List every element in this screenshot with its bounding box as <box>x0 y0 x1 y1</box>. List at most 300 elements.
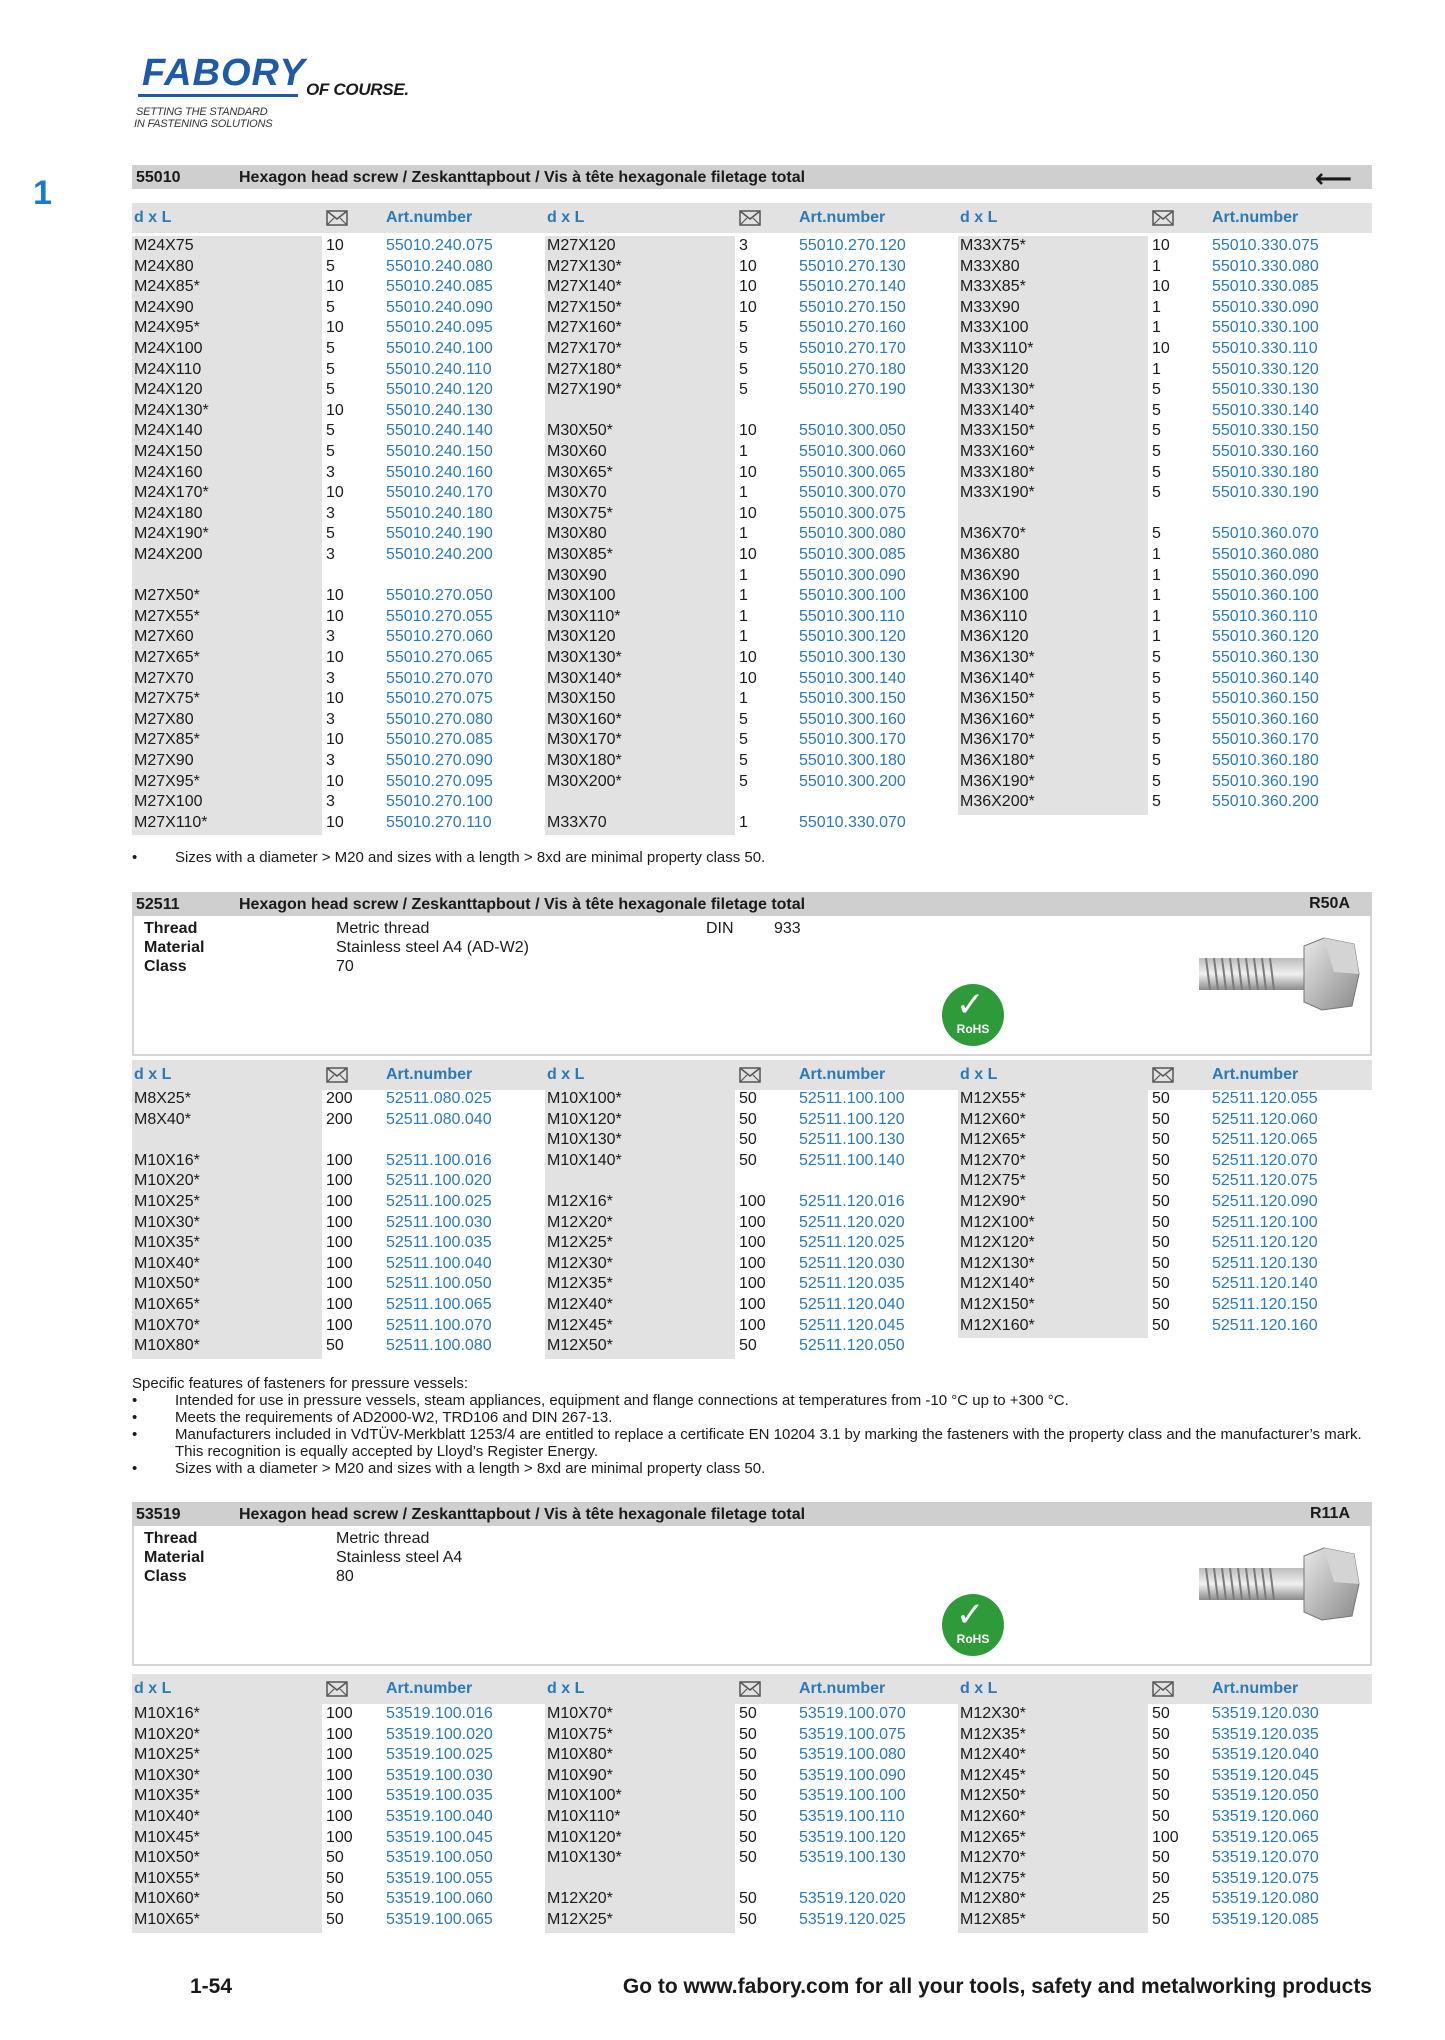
size-cell: M27X120 <box>547 237 616 254</box>
quantity-cell: 1 <box>1152 360 1161 378</box>
quantity-cell: 10 <box>326 484 344 502</box>
table-row <box>132 277 522 298</box>
art-number-link[interactable]: 55010.270.075 <box>386 690 493 708</box>
art-number-link[interactable]: 55010.330.120 <box>1212 360 1319 378</box>
note-4: Sizes with a diameter > M20 and sizes with a length > 8xd are minimal property class 50. <box>175 1460 766 1477</box>
art-number-link[interactable]: 55010.300.130 <box>799 649 906 666</box>
table-row <box>545 689 935 710</box>
art-number-link[interactable]: 53519.100.120 <box>799 1828 906 1846</box>
art-number-link[interactable]: 55010.270.140 <box>799 278 906 296</box>
art-number-link[interactable]: 55010.360.190 <box>1212 772 1319 790</box>
art-number-link[interactable]: 55010.270.120 <box>799 237 906 254</box>
art-number-link[interactable]: 53519.100.040 <box>386 1808 493 1825</box>
size-cell: M10X20* <box>134 1172 200 1190</box>
size-cell: M12X65* <box>960 1131 1026 1149</box>
art-number-link[interactable]: 55010.300.110 <box>799 607 905 625</box>
table-row <box>545 1807 935 1828</box>
size-cell: M36X110 <box>960 607 1028 625</box>
art-number-link[interactable]: 55010.330.080 <box>1212 257 1319 275</box>
package-quantity-icon <box>326 210 348 226</box>
art-number-link[interactable]: 53519.120.020 <box>799 1890 906 1908</box>
quantity-cell: 50 <box>739 1090 757 1107</box>
art-number-link[interactable]: 52511.120.025 <box>799 1234 905 1252</box>
size-cell: M24X140 <box>134 422 203 440</box>
size-cell: M10X16* <box>134 1705 200 1722</box>
art-number-link[interactable]: 52511.100.035 <box>386 1234 492 1252</box>
art-number-link[interactable]: 55010.270.070 <box>386 669 493 687</box>
footer-link-text[interactable]: Go to www.fabory.com for all your tools, safety and metalworking products <box>622 1975 1372 1998</box>
art-number-link[interactable]: 55010.270.080 <box>386 710 493 728</box>
size-cell: M24X85* <box>134 278 200 296</box>
art-number-link[interactable]: 52511.120.065 <box>1212 1131 1318 1149</box>
size-cell: M12X50* <box>547 1337 613 1355</box>
art-number-link[interactable]: 55010.270.050 <box>386 587 493 605</box>
size-cell: M33X75* <box>960 237 1026 254</box>
art-number-link[interactable]: 53519.100.110 <box>799 1808 905 1825</box>
size-cell: M12X30* <box>960 1705 1026 1722</box>
size-cell: M10X65* <box>134 1296 200 1313</box>
art-number-link[interactable]: 55010.330.085 <box>1212 278 1319 296</box>
art-number-link[interactable]: 53519.100.025 <box>386 1746 493 1764</box>
spec-box-52511 <box>132 916 1372 1056</box>
table-row <box>958 1745 1348 1766</box>
dxl-header: d x L <box>134 209 172 226</box>
art-number-link[interactable]: 52511.120.040 <box>799 1296 905 1313</box>
table-row <box>958 710 1348 731</box>
quantity-cell: 50 <box>1152 1316 1170 1334</box>
art-number-link[interactable]: 55010.240.190 <box>386 525 493 543</box>
art-number-link[interactable]: 55010.270.170 <box>799 340 906 357</box>
art-number-link[interactable]: 52511.100.065 <box>386 1296 492 1313</box>
table-row <box>132 1151 522 1172</box>
quantity-cell: 1 <box>1152 607 1161 625</box>
art-number-link[interactable]: 55010.270.095 <box>386 772 493 790</box>
quantity-cell: 5 <box>1152 752 1161 769</box>
table-row <box>545 1192 935 1213</box>
art-number-link[interactable]: 53519.100.060 <box>386 1890 493 1908</box>
size-cell: M36X200* <box>960 793 1035 811</box>
class-label: Class <box>144 958 187 975</box>
quantity-cell: 10 <box>739 649 757 666</box>
quantity-cell: 10 <box>326 731 344 749</box>
art-number-link[interactable]: 53519.100.020 <box>386 1725 493 1743</box>
quantity-cell: 1 <box>1152 319 1161 337</box>
size-cell: M27X110* <box>134 813 208 831</box>
material-value: Stainless steel A4 <box>336 1549 463 1566</box>
sec2-column-header <box>545 1060 958 1090</box>
table-row <box>545 772 935 793</box>
size-cell: M12X150* <box>960 1296 1035 1313</box>
size-cell: M33X70 <box>547 813 607 831</box>
art-number-link[interactable]: 55010.360.090 <box>1212 566 1319 584</box>
quantity-cell: 100 <box>739 1275 766 1293</box>
art-number-link[interactable]: 53519.100.065 <box>386 1911 493 1928</box>
art-number-link[interactable]: 55010.360.170 <box>1212 731 1319 749</box>
quantity-cell: 100 <box>326 1275 353 1293</box>
art-number-link[interactable]: 52511.120.120 <box>1212 1234 1318 1252</box>
quantity-cell: 50 <box>1152 1110 1170 1128</box>
art-number-link[interactable]: 55010.240.200 <box>386 546 493 563</box>
table-row <box>132 483 522 504</box>
art-number-link[interactable]: 55010.330.150 <box>1212 422 1319 440</box>
art-number-link[interactable]: 55010.360.080 <box>1212 546 1319 563</box>
art-number-link[interactable]: 55010.240.160 <box>386 463 493 481</box>
size-cell: M27X180* <box>547 360 622 378</box>
art-number-link[interactable]: 55010.300.200 <box>799 772 906 790</box>
package-quantity-icon <box>1152 1681 1174 1697</box>
art-number-link[interactable]: 52511.120.045 <box>799 1316 905 1334</box>
size-cell: M12X16* <box>547 1193 613 1210</box>
size-cell: M33X160* <box>960 443 1035 460</box>
quantity-cell: 100 <box>326 1808 353 1825</box>
size-cell: M12X90* <box>960 1193 1026 1210</box>
size-cell: M24X75 <box>134 237 194 254</box>
quantity-cell: 100 <box>326 1234 353 1252</box>
table-row <box>132 545 522 566</box>
art-number-link[interactable]: 53519.100.055 <box>386 1869 493 1887</box>
art-number-link[interactable]: 55010.270.085 <box>386 731 493 749</box>
size-cell: M27X85* <box>134 731 200 749</box>
table-row <box>545 380 935 401</box>
art-number-link[interactable]: 53519.100.030 <box>386 1766 493 1784</box>
art-number-link[interactable]: 55010.300.050 <box>799 422 906 440</box>
art-number-link[interactable]: 52511.120.050 <box>799 1337 905 1355</box>
quantity-cell: 5 <box>739 731 748 749</box>
art-number-link[interactable]: 52511.120.055 <box>1212 1090 1318 1107</box>
art-number-link[interactable]: 52511.120.140 <box>1212 1275 1318 1293</box>
quantity-cell: 1 <box>739 690 748 708</box>
quantity-cell: 5 <box>326 443 335 460</box>
art-number-link[interactable]: 55010.240.090 <box>386 298 493 316</box>
table-row <box>958 463 1348 484</box>
art-number-link[interactable]: 52511.120.150 <box>1212 1296 1318 1313</box>
art-number-link[interactable]: 55010.240.095 <box>386 319 493 337</box>
art-number-link[interactable]: 55010.300.070 <box>799 484 906 502</box>
art-number-header: Art.number <box>799 1066 886 1083</box>
size-cell: M10X45* <box>134 1828 200 1846</box>
art-number-link[interactable]: 55010.270.130 <box>799 257 906 275</box>
quantity-cell: 50 <box>739 1337 757 1355</box>
size-cell: M30X200* <box>547 772 622 790</box>
quantity-cell: 5 <box>1152 710 1161 728</box>
size-cell: M30X130* <box>547 649 622 666</box>
table-row <box>132 1336 522 1357</box>
back-arrow-icon[interactable]: ⟵ <box>1314 163 1352 193</box>
art-number-link[interactable]: 53519.120.070 <box>1212 1849 1319 1867</box>
quantity-cell: 50 <box>326 1911 344 1928</box>
art-number-link[interactable]: 55010.240.075 <box>386 237 493 254</box>
art-number-link[interactable]: 53519.120.060 <box>1212 1808 1319 1825</box>
art-number-link[interactable]: 53519.120.040 <box>1212 1746 1319 1764</box>
art-number-link[interactable]: 52511.120.016 <box>799 1193 905 1210</box>
table-row <box>958 504 1348 525</box>
art-number-link[interactable]: 52511.100.130 <box>799 1131 905 1149</box>
art-number-link[interactable]: 55010.300.060 <box>799 443 906 460</box>
quantity-cell: 3 <box>326 669 335 687</box>
size-cell: M27X150* <box>547 298 622 316</box>
art-number-link[interactable]: 55010.240.140 <box>386 422 493 440</box>
quantity-cell: 200 <box>326 1090 353 1107</box>
table-row <box>132 1274 522 1295</box>
art-number-link[interactable]: 52511.120.090 <box>1212 1193 1318 1210</box>
art-number-link[interactable]: 55010.360.110 <box>1212 607 1318 625</box>
table-row <box>132 566 522 587</box>
sec1-column-header <box>545 203 958 233</box>
quantity-cell: 5 <box>1152 649 1161 666</box>
quantity-cell: 50 <box>1152 1725 1170 1743</box>
art-number-link[interactable]: 55010.300.160 <box>799 710 906 728</box>
art-number-link[interactable]: 55010.240.170 <box>386 484 493 502</box>
art-number-link[interactable]: 52511.100.140 <box>799 1151 905 1169</box>
art-number-link[interactable]: 55010.330.075 <box>1212 237 1319 254</box>
art-number-link[interactable]: 53519.100.130 <box>799 1849 906 1867</box>
size-cell: M30X140* <box>547 669 622 687</box>
art-number-link[interactable]: 55010.300.180 <box>799 752 906 769</box>
package-quantity-icon <box>739 1681 761 1697</box>
art-number-link[interactable]: 55010.300.140 <box>799 669 906 687</box>
art-number-link[interactable]: 52511.120.030 <box>799 1254 905 1272</box>
art-number-link[interactable]: 55010.360.200 <box>1212 793 1319 811</box>
art-number-link[interactable]: 55010.360.160 <box>1212 710 1319 728</box>
art-number-link[interactable]: 53519.100.080 <box>799 1746 906 1764</box>
size-cell: M27X140* <box>547 278 622 296</box>
size-cell: M27X190* <box>547 381 622 399</box>
art-number-link[interactable]: 53519.120.080 <box>1212 1890 1319 1908</box>
sec3-column-header <box>958 1674 1372 1704</box>
art-number-link[interactable]: 55010.270.055 <box>386 607 493 625</box>
quantity-cell: 100 <box>326 1787 353 1805</box>
art-number-link[interactable]: 55010.240.150 <box>386 443 493 460</box>
art-number-link[interactable]: 52511.100.030 <box>386 1213 492 1231</box>
table-row <box>132 1254 522 1275</box>
fabory-logo <box>132 52 432 132</box>
table-row <box>545 792 935 813</box>
size-cell: M10X16* <box>134 1151 200 1169</box>
art-number-link[interactable]: 52511.100.080 <box>386 1337 492 1355</box>
size-cell: M27X55* <box>134 607 200 625</box>
art-number-link[interactable]: 55010.330.070 <box>799 813 906 831</box>
art-number-link[interactable]: 55010.270.065 <box>386 649 493 666</box>
art-number-link[interactable]: 55010.300.150 <box>799 690 906 708</box>
package-quantity-icon <box>739 210 761 226</box>
art-number-link[interactable]: 53519.100.050 <box>386 1849 493 1867</box>
art-number-link[interactable]: 55010.360.150 <box>1212 690 1319 708</box>
table-row <box>958 1254 1348 1275</box>
art-number-link[interactable]: 53519.120.030 <box>1212 1705 1319 1722</box>
art-number-link[interactable]: 53519.100.070 <box>799 1705 906 1722</box>
art-number-link[interactable]: 55010.300.100 <box>799 587 906 605</box>
art-number-link[interactable]: 53519.120.035 <box>1212 1725 1319 1743</box>
art-number-link[interactable]: 55010.360.180 <box>1212 752 1319 769</box>
size-cell: M24X90 <box>134 298 194 316</box>
art-number-link[interactable]: 52511.080.025 <box>386 1090 492 1107</box>
quantity-cell: 5 <box>326 525 335 543</box>
art-number-link[interactable]: 53519.100.045 <box>386 1828 493 1846</box>
art-number-link[interactable]: 55010.270.160 <box>799 319 906 337</box>
size-cell: M30X110* <box>547 607 621 625</box>
art-number-link[interactable]: 55010.330.160 <box>1212 443 1319 460</box>
table-row <box>545 298 935 319</box>
art-number-link[interactable]: 52511.100.070 <box>386 1316 492 1334</box>
logo-slogan: OF COURSE. <box>306 80 409 99</box>
table-row <box>132 1766 522 1787</box>
art-number-link[interactable]: 55010.300.075 <box>799 504 906 522</box>
art-number-link[interactable]: 55010.330.130 <box>1212 381 1319 399</box>
art-number-link[interactable]: 55010.270.060 <box>386 628 493 646</box>
table-row <box>132 401 522 422</box>
art-number-link[interactable]: 55010.360.070 <box>1212 525 1319 543</box>
art-number-link[interactable]: 55010.330.180 <box>1212 463 1319 481</box>
din-label: DIN <box>706 920 734 937</box>
size-cell: M10X30* <box>134 1213 200 1231</box>
art-number-link[interactable]: 52511.120.100 <box>1212 1213 1318 1231</box>
art-number-link[interactable]: 55010.270.100 <box>386 793 493 811</box>
size-cell: M12X130* <box>960 1254 1035 1272</box>
size-cell: M10X50* <box>134 1849 200 1867</box>
size-cell: M12X120* <box>960 1234 1035 1252</box>
art-number-link[interactable]: 52511.100.025 <box>386 1193 492 1210</box>
size-cell: M27X90 <box>134 752 194 769</box>
size-cell: M12X65* <box>960 1828 1026 1846</box>
size-cell: M24X200 <box>134 546 203 563</box>
size-cell: M10X70* <box>547 1705 613 1722</box>
table-row <box>545 751 935 772</box>
table-row <box>132 1316 522 1337</box>
table-row <box>132 463 522 484</box>
table-row <box>132 607 522 628</box>
art-number-link[interactable]: 52511.100.100 <box>799 1090 905 1107</box>
table-row <box>545 1725 935 1746</box>
art-number-link[interactable]: 55010.270.150 <box>799 298 906 316</box>
quantity-cell: 1 <box>739 813 748 831</box>
table-row <box>545 1089 935 1110</box>
table-row <box>958 1130 1348 1151</box>
quantity-cell: 5 <box>1152 463 1161 481</box>
package-quantity-icon <box>1152 1067 1174 1083</box>
dxl-header: d x L <box>960 1066 998 1083</box>
size-cell: M12X80* <box>960 1890 1026 1908</box>
art-number-link[interactable]: 55010.300.065 <box>799 463 906 481</box>
art-number-link[interactable]: 55010.240.085 <box>386 278 493 296</box>
art-number-link[interactable]: 52511.120.160 <box>1212 1316 1318 1334</box>
table-row <box>958 751 1348 772</box>
art-number-link[interactable]: 55010.300.080 <box>799 525 906 543</box>
art-number-link[interactable]: 55010.240.080 <box>386 257 493 275</box>
size-cell: M30X100 <box>547 587 616 605</box>
art-number-link[interactable]: 52511.120.035 <box>799 1275 905 1293</box>
table-row <box>958 257 1348 278</box>
art-number-link[interactable]: 55010.240.180 <box>386 504 493 522</box>
art-number-link[interactable]: 52511.120.060 <box>1212 1110 1318 1128</box>
art-number-link[interactable]: 52511.100.040 <box>386 1254 492 1272</box>
art-number-link[interactable]: 53519.120.050 <box>1212 1787 1319 1805</box>
quantity-cell: 100 <box>326 1193 353 1210</box>
art-number-link[interactable]: 52511.100.016 <box>386 1151 492 1169</box>
quantity-cell: 5 <box>1152 484 1161 502</box>
art-number-link[interactable]: 53519.120.085 <box>1212 1911 1319 1928</box>
art-number-link[interactable]: 52511.080.040 <box>386 1110 492 1128</box>
table-row <box>132 1295 522 1316</box>
art-number-link[interactable]: 55010.360.130 <box>1212 649 1319 666</box>
quantity-cell: 25 <box>1152 1890 1170 1908</box>
art-number-link[interactable]: 53519.120.025 <box>799 1911 906 1928</box>
table-row <box>545 483 935 504</box>
art-number-link[interactable]: 53519.120.065 <box>1212 1828 1319 1846</box>
art-number-link[interactable]: 53519.100.075 <box>799 1725 906 1743</box>
art-number-link[interactable]: 53519.100.090 <box>799 1766 906 1784</box>
logo-underline <box>138 94 298 97</box>
size-cell: M27X50* <box>134 587 200 605</box>
art-number-link[interactable]: 55010.270.190 <box>799 381 906 399</box>
dxl-header: d x L <box>134 1680 172 1697</box>
art-number-link[interactable]: 53519.100.100 <box>799 1787 906 1805</box>
size-cell: M10X30* <box>134 1766 200 1784</box>
size-cell: M10X25* <box>134 1746 200 1764</box>
art-number-link[interactable]: 55010.240.110 <box>386 360 492 378</box>
table-row <box>545 339 935 360</box>
art-number-link[interactable]: 55010.240.100 <box>386 340 493 357</box>
art-number-link[interactable]: 55010.270.180 <box>799 360 906 378</box>
size-cell: M12X45* <box>960 1766 1026 1784</box>
material-label: Material <box>144 1549 205 1566</box>
art-number-link[interactable]: 55010.360.140 <box>1212 669 1319 687</box>
quantity-cell: 50 <box>739 1766 757 1784</box>
art-number-link[interactable]: 55010.270.110 <box>386 813 492 831</box>
table-row <box>958 1110 1348 1131</box>
art-number-link[interactable]: 55010.330.100 <box>1212 319 1319 337</box>
art-number-link[interactable]: 52511.120.020 <box>799 1213 905 1231</box>
art-number-link[interactable]: 52511.120.075 <box>1212 1172 1318 1190</box>
art-number-link[interactable]: 55010.300.090 <box>799 566 906 584</box>
dxl-header: d x L <box>547 209 585 226</box>
grade-code: R11A <box>1309 1505 1350 1522</box>
quantity-cell: 50 <box>326 1849 344 1867</box>
art-number-link[interactable]: 52511.100.120 <box>799 1110 905 1128</box>
quantity-cell: 5 <box>1152 690 1161 708</box>
art-number-link[interactable]: 53519.100.035 <box>386 1787 493 1805</box>
table-row <box>545 1704 935 1725</box>
quantity-cell: 50 <box>326 1337 344 1355</box>
art-number-link[interactable]: 55010.300.170 <box>799 731 906 749</box>
art-number-link[interactable]: 53519.120.075 <box>1212 1869 1319 1887</box>
class-value: 80 <box>336 1568 354 1585</box>
table-row <box>132 586 522 607</box>
art-number-link[interactable]: 55010.330.140 <box>1212 401 1319 419</box>
art-number-link[interactable]: 53519.100.016 <box>386 1705 493 1722</box>
art-number-link[interactable]: 55010.270.090 <box>386 752 493 769</box>
art-number-link[interactable]: 55010.240.130 <box>386 401 493 419</box>
art-number-link[interactable]: 55010.360.100 <box>1212 587 1319 605</box>
art-number-link[interactable]: 55010.360.120 <box>1212 628 1319 646</box>
art-number-link[interactable]: 53519.120.045 <box>1212 1766 1319 1784</box>
art-number-link[interactable]: 55010.330.190 <box>1212 484 1319 502</box>
art-number-link[interactable]: 55010.330.110 <box>1212 340 1318 357</box>
quantity-cell: 50 <box>1152 1193 1170 1210</box>
art-number-link[interactable]: 52511.100.050 <box>386 1275 492 1293</box>
size-cell: M12X75* <box>960 1172 1026 1190</box>
art-number-link[interactable]: 52511.100.020 <box>386 1172 492 1190</box>
art-number-link[interactable]: 52511.120.070 <box>1212 1151 1318 1169</box>
art-number-link[interactable]: 55010.330.090 <box>1212 298 1319 316</box>
art-number-link[interactable]: 55010.300.120 <box>799 628 906 646</box>
quantity-cell: 5 <box>326 360 335 378</box>
table-row <box>958 1766 1348 1787</box>
art-number-link[interactable]: 55010.300.085 <box>799 546 906 563</box>
dxl-header: d x L <box>547 1680 585 1697</box>
quantity-cell: 10 <box>1152 278 1170 296</box>
art-number-link[interactable]: 52511.120.130 <box>1212 1254 1318 1272</box>
art-number-link[interactable]: 55010.240.120 <box>386 381 493 399</box>
